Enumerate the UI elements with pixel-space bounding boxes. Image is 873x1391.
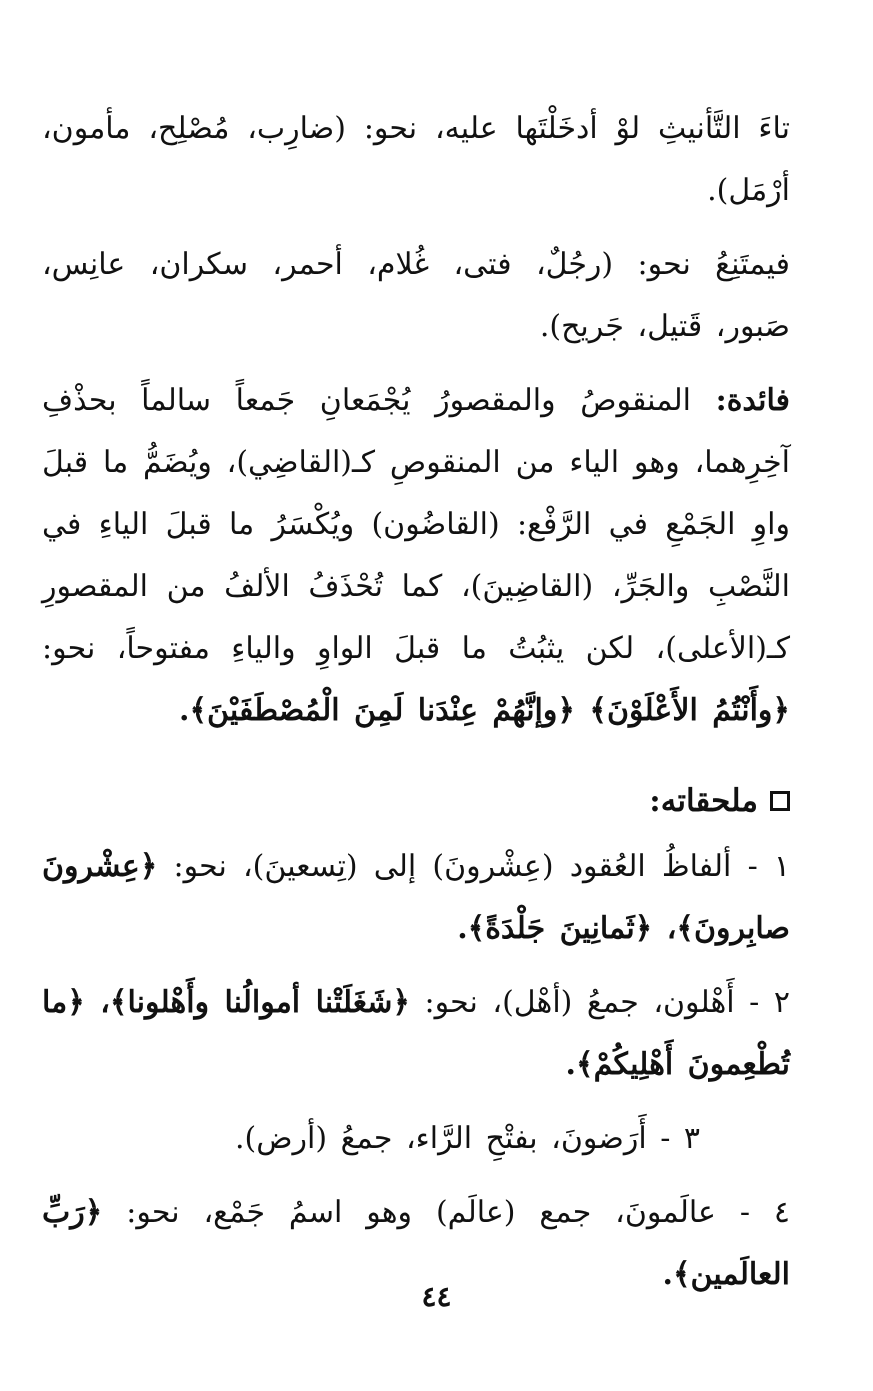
paragraph-faida — [42, 370, 790, 742]
list-item-text: ٢ - أَهْلون، جمعُ (أهْل)، نحو: — [409, 985, 790, 1020]
list-item-text: ٤ - عالَمونَ، جمع (عالَم) وهو اسمُ جَمْع، نحو: — [102, 1195, 790, 1230]
list-item — [42, 836, 790, 960]
faida-label: فائدة: — [715, 383, 790, 418]
faida-quran-quote: ﴿وأَنْتُمُ الأَعْلَوْنَ﴾ ﴿وإنَّهُمْ عِنْدَنا لَمِنَ الْمُصْطَفَيْنَ﴾. — [179, 693, 790, 728]
faida-text: المنقوصُ والمقصورُ يُجْمَعانِ جَمعاً سالماً بحذْفِ آخِرِهما، وهو الياء من المنقوصِ كـ(القاضِي)، ويُضَمُّ ما قبلَ واوِ الجَمْعِ في الرَّفْع: (القاضُون) ويُكْسَرُ ما قبلَ الياءِ في النَّصْبِ والجَرِّ، (القاضِينَ)، كما تُحْذَفُ الألفُ من المقصورِ كـ(الأعلى)، لكن يثبُتُ ما قبلَ الواوِ والياءِ مفتوحاً، نحو: — [42, 383, 790, 666]
list-item — [42, 972, 790, 1096]
list-item-quote: ﴿شَغَلَتْنا أموالُنا وأَهْلونا﴾، ﴿ما تُطْعِمونَ أَهْلِيكُمْ﴾. — [42, 985, 790, 1082]
paragraph-excluded-examples — [42, 234, 790, 358]
paragraph-feminine-ta — [42, 98, 790, 222]
page-number: ٤٤ — [421, 1280, 452, 1313]
paragraph-text: فيمتَنِعُ نحو: (رجُلٌ، فتى، غُلام، أحمر، سكران، عانِس، صَبور، قَتيل، جَريح). — [42, 247, 790, 344]
list-item-text: ٣ - أَرَضونَ، بفتْحِ الرَّاء، جمعُ (أرض). — [235, 1121, 700, 1156]
square-bullet-icon — [770, 791, 790, 811]
list-item-text: ١ - ألفاظُ العُقود (عِشْرونَ) إلى (تِسعينَ)، نحو: — [157, 849, 790, 884]
section-heading-label: ملحقاته: — [649, 783, 758, 819]
section-heading — [42, 770, 790, 832]
list-item — [42, 1108, 790, 1170]
paragraph-text: تاءَ التَّأنيثِ لوْ أدخَلْتَها عليه، نحو: (ضارِب، مُصْلِح، مأمون، أرْمَل). — [42, 111, 790, 208]
document-page — [42, 98, 790, 1298]
list-item-quote: ﴿رَبِّ العالَمين﴾. — [42, 1195, 790, 1292]
list-item-quote: ﴿عِشْرونَ صابِرونَ﴾، ﴿ثَمانِينَ جَلْدَةً﴾. — [42, 849, 790, 946]
